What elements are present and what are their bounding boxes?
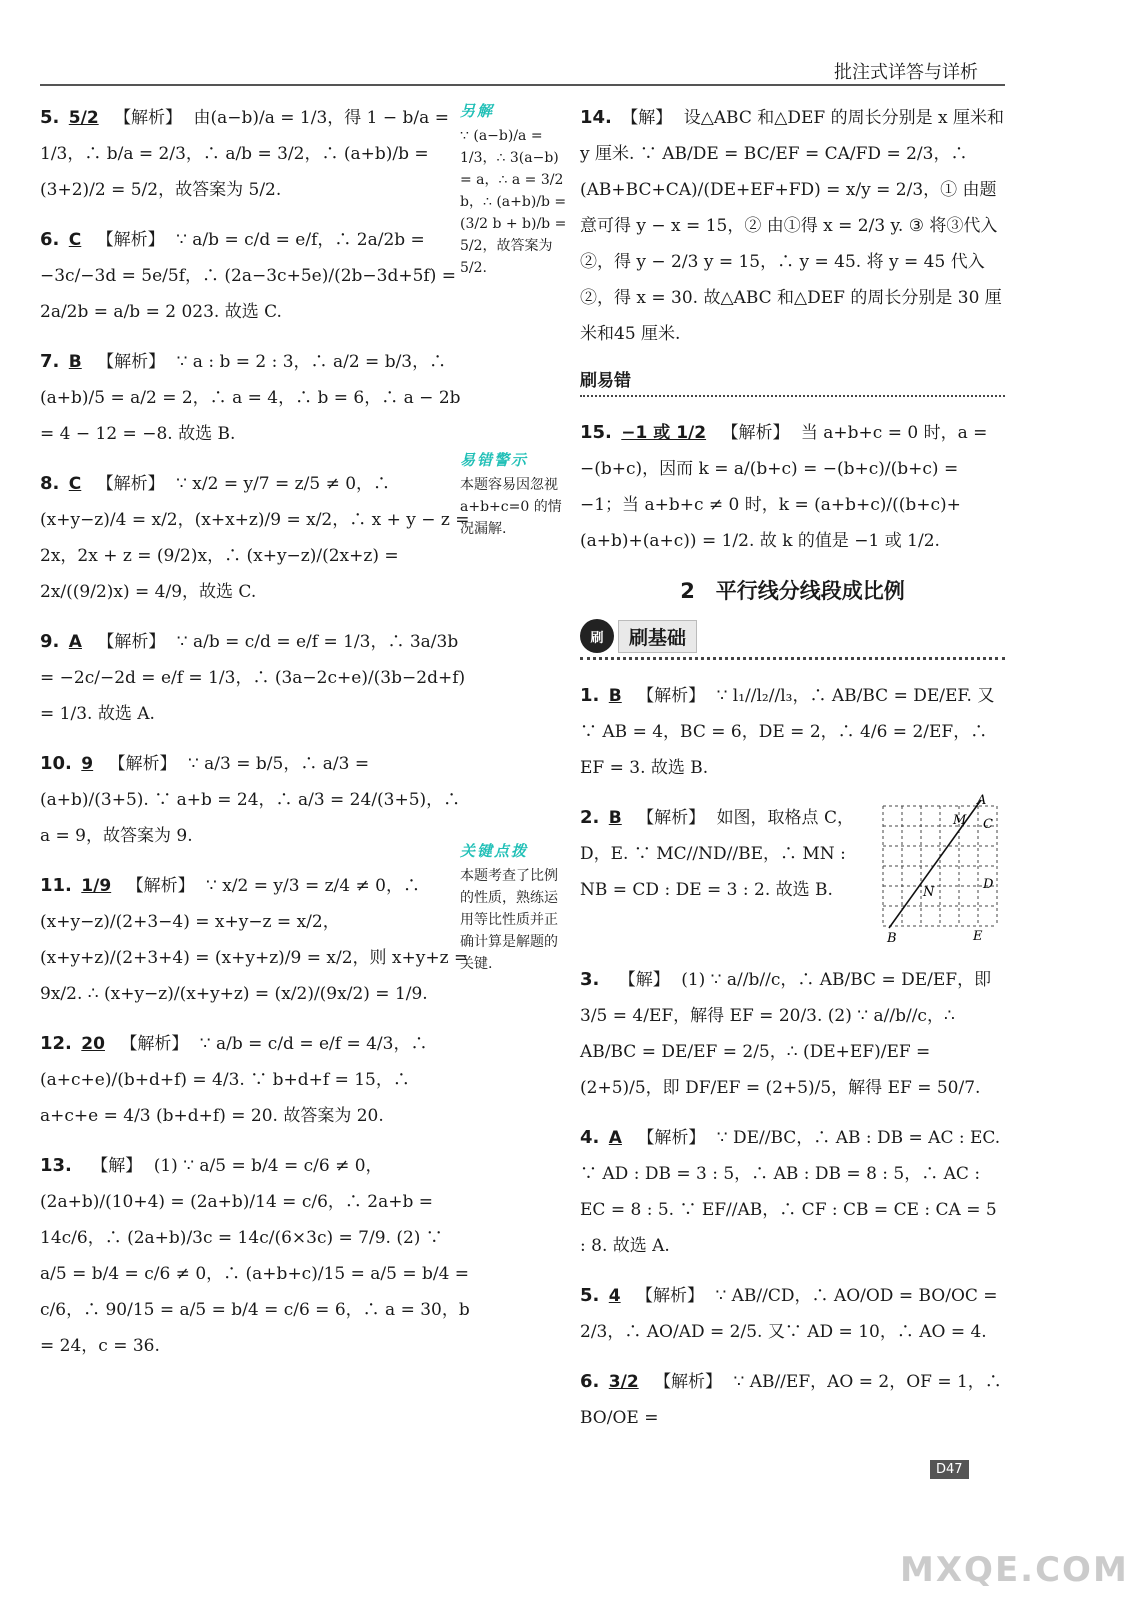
item-solution: ∵ AB//CD，∴ AO/OD = BO/OC = 2/3，∴ AO/AD = 2/5. 又∵ AD = 10，∴ AO = 4. bbox=[580, 1286, 998, 1342]
basic-item-4 bbox=[580, 1120, 1005, 1264]
badge-icon: 刷 bbox=[580, 619, 614, 653]
item-solution: ∵ a/b = c/d = e/f，∴ 2a/2b = −3c/−3d = 5e/5f，∴ (2a−3c+5e)/(2b−3d+5f) = 2a/2b = a/b = 2 023. 故选 C. bbox=[40, 230, 456, 322]
item-tag: 【解析】 bbox=[120, 1034, 189, 1054]
section-basics-label: 刷基础 bbox=[618, 620, 697, 653]
item-tag: 【解析】 bbox=[654, 1372, 723, 1392]
point-label-d: D bbox=[983, 877, 994, 892]
item-number: 9. bbox=[40, 631, 60, 652]
item-solution: ∵ x/2 = y/3 = z/4 ≠ 0，∴ (x+y−z)/(2+3−4) = x+y−z = x/2，(x+y+z)/(2+3+4) = (x+y+z)/9 = x/2，则 x+y+z = 9x/2. ∴ (x+y−z)/(x+y+z) = (x/2)/(9x/2) = 1/9. bbox=[40, 876, 469, 1004]
item-tag: 【解析】 bbox=[96, 474, 165, 494]
item-tag: 【解析】 bbox=[126, 876, 195, 896]
basic-item-1 bbox=[580, 678, 1005, 786]
item-number: 15. bbox=[580, 422, 612, 443]
answer-item-6 bbox=[40, 222, 470, 330]
item-tag: 【解析】 bbox=[721, 423, 790, 443]
item-tag: 【解析】 bbox=[637, 808, 706, 828]
item-solution: (1) ∵ a/5 = b/4 = c/6 ≠ 0，(2a+b)/(10+4) = (2a+b)/14 = c/6，∴ 2a+b = 14c/6，∴ (2a+b)/3c = 14c/(6×3c) = 7/9. (2) ∵ a/5 = b/4 = c/6 ≠ 0，∴ (a+b+c)/15 = a/5 = b/4 = c/6，∴ 90/15 = a/5 = b/4 = c/6 = 6，∴ a = 30，b = 24，c = 36. bbox=[40, 1156, 470, 1356]
side-note-alt-solution bbox=[460, 100, 568, 279]
item-answer: B bbox=[608, 808, 622, 828]
item-solution: 如图，取格点 C，D，E. ∵ MC//ND//BE，∴ MN : NB = CD : DE = 3 : 2. 故选 B. bbox=[580, 808, 854, 900]
point-label-n: N bbox=[923, 885, 935, 900]
item-solution: 设△ABC 和△DEF 的周长分别是 x 厘米和 y 厘米. ∵ AB/DE = BC/EF = CA/FD = 2/3，∴ (AB+BC+CA)/(DE+EF+FD) = x/y = 2/3，① 由题意可得 y − x = 15，② 由①得 x = 2/3 y. ③ 将③代入②，得 y − 2/3 y = 15，∴ y = 45. 将 y = 45 代入②，得 x = 30. 故△ABC 和△DEF 的周长分别是 30 厘米和45 厘米. bbox=[580, 108, 1004, 344]
item-solution: ∵ a/b = c/d = e/f = 1/3，∴ 3a/3b = −2c/−2d = e/f = 1/3，∴ (3a−2c+e)/(3b−2d+f) = 1/3. 故选 A. bbox=[40, 632, 466, 724]
item-tag: 【解析】 bbox=[114, 108, 183, 128]
answer-item-5 bbox=[40, 100, 470, 208]
point-label-c: C bbox=[983, 817, 993, 832]
item-number: 12. bbox=[40, 1033, 72, 1054]
right-column bbox=[580, 100, 1005, 1450]
side-note-title: 另解 bbox=[460, 102, 495, 120]
page-header-title: 批注式详答与详析 bbox=[834, 62, 978, 83]
item-number: 3. bbox=[580, 969, 600, 990]
item-tag: 【解】 bbox=[91, 1156, 143, 1176]
item-number: 11. bbox=[40, 875, 72, 896]
item-number: 10. bbox=[40, 753, 72, 774]
item-answer: B bbox=[68, 352, 82, 372]
side-note-warning bbox=[460, 449, 568, 540]
item-solution: ∵ DE//BC，∴ AB : DB = AC : EC. ∵ AD : DB = 3 : 5，∴ AB : DB = 8 : 5，∴ AC : EC = 8 : 5. ∵ EF//AB，∴ CF : CB = CE : CA = 5 : 8. 故选 A. bbox=[580, 1128, 1001, 1256]
point-label-e: E bbox=[973, 929, 983, 944]
side-note-body: 本题考查了比例的性质，熟练运用等比性质并正确计算是解题的关键. bbox=[460, 868, 558, 972]
item-solution: 当 a+b+c = 0 时，a = −(b+c)，因而 k = a/(b+c) = −(b+c)/(b+c) = −1；当 a+b+c ≠ 0 时，k = (a+b+c)/((b+c)+(a+b)+(a+c)) = 1/2. 故 k 的值是 −1 或 1/2. bbox=[580, 423, 988, 551]
item-number: 13. bbox=[40, 1155, 72, 1176]
grid-lines bbox=[883, 806, 997, 926]
side-note-title: 关键点拨 bbox=[460, 842, 529, 860]
basic-item-6 bbox=[580, 1364, 1005, 1436]
answer-item-12 bbox=[40, 1026, 470, 1134]
item-tag: 【解析】 bbox=[96, 230, 165, 250]
item-answer: 4 bbox=[608, 1286, 621, 1306]
answer-item-9 bbox=[40, 624, 470, 732]
basic-item-2 bbox=[580, 793, 1005, 948]
item-number: 5. bbox=[40, 107, 60, 128]
basic-item-3 bbox=[580, 962, 1005, 1106]
answer-item-15 bbox=[580, 415, 1005, 559]
answer-item-8 bbox=[40, 466, 470, 610]
item-solution: 由(a−b)/a = 1/3，得 1 − b/a = 1/3，∴ b/a = 2/3，∴ a/b = 3/2，∴ (a+b)/b = (3+2)/2 = 5/2，故答案为 5/2. bbox=[40, 108, 449, 200]
item-number: 2. bbox=[580, 807, 600, 828]
item-answer: −1 或 1/2 bbox=[621, 423, 707, 443]
item-answer: 20 bbox=[81, 1034, 105, 1054]
header-divider bbox=[40, 84, 1005, 86]
item-solution: ∵ a/3 = b/5，∴ a/3 = (a+b)/(3+5). ∵ a+b = 24，∴ a/3 = 24/(3+5)，∴ a = 9，故答案为 9. bbox=[40, 754, 461, 846]
item-answer: A bbox=[608, 1128, 622, 1148]
side-note-body: 本题容易因忽视 a+b+c=0 的情况漏解. bbox=[460, 477, 562, 537]
item-solution: ∵ x/2 = y/7 = z/5 ≠ 0，∴ (x+y−z)/4 = x/2，(x+x+z)/9 = x/2，∴ x + y − z = 2x，2x + z = (9/2)x，∴ (x+y−z)/(2x+z) = 2x/((9/2)x) = 4/9，故选 C. bbox=[40, 474, 470, 602]
line-ab bbox=[889, 800, 981, 928]
watermark: MXQE.COM bbox=[900, 1550, 1129, 1590]
item-number: 14. bbox=[580, 107, 612, 128]
point-label-m: M bbox=[953, 813, 967, 828]
item-number: 5. bbox=[580, 1285, 600, 1306]
item-answer: 1/9 bbox=[81, 876, 112, 896]
item-number: 1. bbox=[580, 685, 600, 706]
section-basics bbox=[580, 619, 1005, 660]
page-number: D47 bbox=[930, 1460, 969, 1479]
grid-figure bbox=[875, 794, 1005, 944]
item-number: 6. bbox=[580, 1371, 600, 1392]
basic-item-5 bbox=[580, 1278, 1005, 1350]
chapter-title: 2 平行线分线段成比例 bbox=[680, 579, 905, 603]
answer-item-13 bbox=[40, 1148, 470, 1364]
item-number: 6. bbox=[40, 229, 60, 250]
item-solution: ∵ a/b = c/d = e/f = 4/3，∴ (a+c+e)/(b+d+f) = 4/3. ∵ b+d+f = 15，∴ a+c+e = 4/3 (b+d+f) = 20. 故答案为 20. bbox=[40, 1034, 428, 1126]
side-note-title: 易错警示 bbox=[460, 451, 529, 469]
item-answer: 3/2 bbox=[608, 1372, 639, 1392]
item-solution: ∵ l₁//l₂//l₃，∴ AB/BC = DE/EF. 又∵ AB = 4，BC = 6，DE = 2，∴ 4/6 = 2/EF，∴ EF = 3. 故选 B. bbox=[580, 686, 995, 778]
item-solution: ∵ a : b = 2 : 3，∴ a/2 = b/3，∴ (a+b)/5 = a/2 = 2，∴ a = 4，∴ b = 6，∴ a − 2b = 4 − 12 = −8. 故选 B. bbox=[40, 352, 461, 444]
section-easy-mistakes: 刷易错 bbox=[580, 366, 1005, 397]
item-answer: A bbox=[68, 632, 82, 652]
answer-item-11 bbox=[40, 868, 470, 1012]
item-tag: 【解析】 bbox=[97, 352, 166, 372]
item-answer: B bbox=[608, 686, 622, 706]
side-notes bbox=[460, 100, 568, 975]
point-label-a: A bbox=[977, 793, 987, 808]
item-tag: 【解】 bbox=[621, 108, 673, 128]
item-tag: 【解析】 bbox=[108, 754, 177, 774]
item-tag: 【解析】 bbox=[636, 1286, 705, 1306]
item-answer: 9 bbox=[81, 754, 94, 774]
point-label-b: B bbox=[887, 931, 897, 946]
item-number: 4. bbox=[580, 1127, 600, 1148]
left-column bbox=[40, 100, 470, 1378]
item-tag: 【解析】 bbox=[637, 1128, 706, 1148]
item-solution: ∵ AB//EF，AO = 2，OF = 1，∴ BO/OE = bbox=[580, 1372, 1002, 1428]
answer-item-7 bbox=[40, 344, 470, 452]
item-solution: (1) ∵ a//b//c，∴ AB/BC = DE/EF，即 3/5 = 4/EF，解得 EF = 20/3. (2) ∵ a//b//c，∴ AB/BC = DE/EF = 2/5，∴ (DE+EF)/EF = (2+5)/5，即 DF/EF = (2+5)/5，解得 EF = 50/7. bbox=[580, 970, 992, 1098]
item-number: 7. bbox=[40, 351, 60, 372]
item-tag: 【解】 bbox=[618, 970, 670, 990]
item-answer: 5/2 bbox=[68, 108, 99, 128]
answer-item-14 bbox=[580, 100, 1005, 352]
item-answer: C bbox=[68, 474, 82, 494]
item-tag: 【解析】 bbox=[637, 686, 706, 706]
item-number: 8. bbox=[40, 473, 60, 494]
item-answer: C bbox=[68, 230, 82, 250]
item-tag: 【解析】 bbox=[97, 632, 166, 652]
side-note-key-point bbox=[460, 840, 568, 975]
answer-item-10 bbox=[40, 746, 470, 854]
side-note-body: ∵ (a−b)/a = 1/3，∴ 3(a−b) = a，∴ a = 3/2 b，∴ (a+b)/b = (3/2 b + b)/b = 5/2，故答案为 5/2. bbox=[460, 128, 567, 276]
